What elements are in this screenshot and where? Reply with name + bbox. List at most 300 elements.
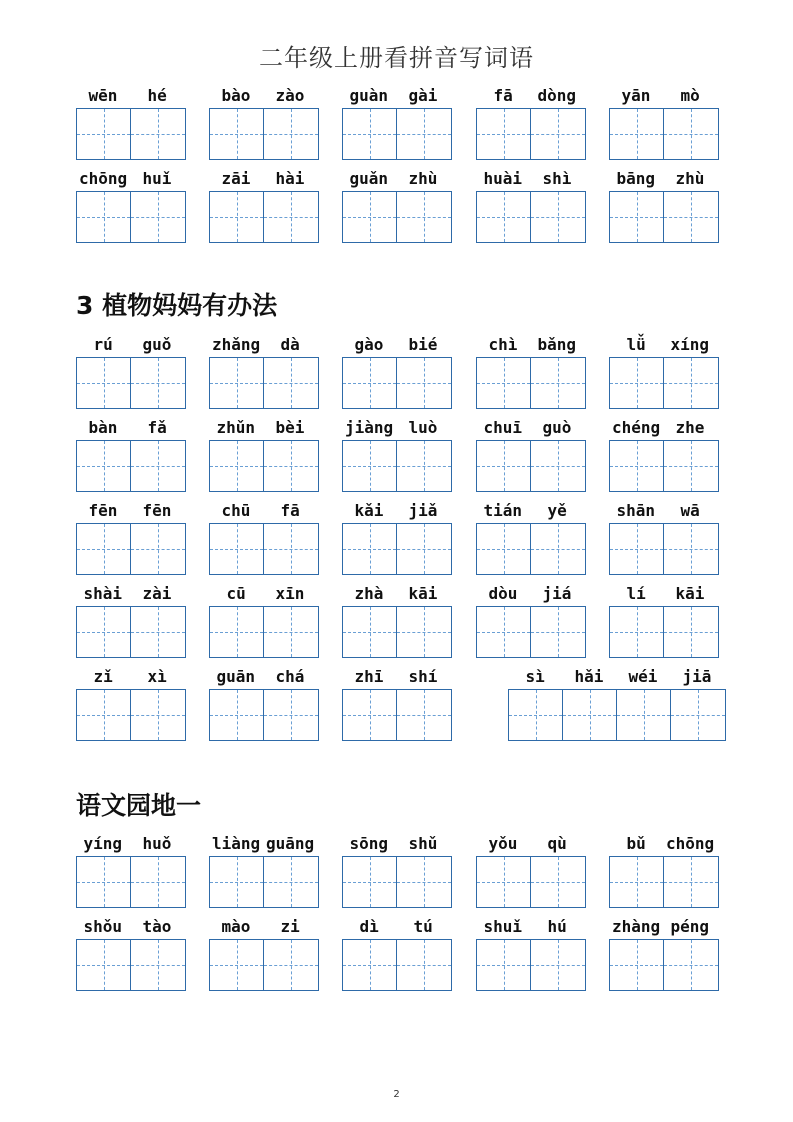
pinyin-syllable: dòu bbox=[488, 584, 518, 603]
word-item bbox=[342, 86, 450, 106]
word-item bbox=[342, 169, 450, 189]
pinyin-row bbox=[342, 584, 450, 604]
writing-cell[interactable] bbox=[77, 690, 131, 740]
writing-cell[interactable] bbox=[343, 857, 397, 907]
pinyin-syllable: fǎ bbox=[147, 418, 167, 437]
pinyin-syllable: zhī bbox=[354, 667, 384, 686]
pinyin-syllable: hài bbox=[275, 169, 305, 188]
pinyin-syllable: lǚ bbox=[626, 335, 646, 354]
word-item bbox=[209, 418, 317, 438]
writing-cell[interactable] bbox=[77, 607, 131, 657]
pinyin-row bbox=[209, 335, 317, 355]
pinyin-syllable: zhàng bbox=[612, 917, 661, 936]
word-item bbox=[609, 917, 717, 937]
pinyin-row bbox=[476, 169, 584, 189]
pinyin-syllable: bào bbox=[221, 86, 251, 105]
word-item bbox=[342, 335, 450, 355]
pinyin-syllable: dòng bbox=[537, 86, 577, 105]
pinyin-row bbox=[476, 584, 584, 604]
writing-cell[interactable] bbox=[264, 524, 318, 574]
pinyin-syllable: shí bbox=[408, 667, 438, 686]
pinyin-row bbox=[76, 335, 184, 355]
word-item bbox=[476, 86, 584, 106]
word-item bbox=[342, 501, 450, 521]
writing-cell[interactable] bbox=[210, 940, 264, 990]
tianzige-grid[interactable] bbox=[609, 939, 719, 991]
tianzige-grid[interactable] bbox=[609, 108, 719, 160]
tianzige-grid[interactable] bbox=[76, 606, 186, 658]
pinyin-syllable: tú bbox=[413, 917, 433, 936]
word-item bbox=[76, 86, 184, 106]
pinyin-syllable: bié bbox=[408, 335, 438, 354]
pinyin-syllable: dà bbox=[280, 335, 300, 354]
pinyin-row bbox=[476, 418, 584, 438]
writing-cell[interactable] bbox=[397, 857, 451, 907]
writing-cell[interactable] bbox=[131, 441, 185, 491]
writing-cell[interactable] bbox=[610, 607, 664, 657]
tianzige-grid[interactable] bbox=[76, 108, 186, 160]
writing-cell[interactable] bbox=[610, 109, 664, 159]
pinyin-syllable: mò bbox=[680, 86, 700, 105]
pinyin-row bbox=[76, 584, 184, 604]
writing-cell[interactable] bbox=[664, 109, 718, 159]
pinyin-syllable: chì bbox=[488, 335, 518, 354]
writing-cell[interactable] bbox=[664, 192, 718, 242]
writing-cell[interactable] bbox=[664, 441, 718, 491]
pinyin-syllable: dì bbox=[359, 917, 379, 936]
tianzige-grid[interactable] bbox=[476, 191, 586, 243]
word-item bbox=[76, 917, 184, 937]
pinyin-syllable: hé bbox=[147, 86, 167, 105]
word-item bbox=[209, 917, 317, 937]
pinyin-syllable: zhù bbox=[675, 169, 705, 188]
writing-cell[interactable] bbox=[397, 607, 451, 657]
pinyin-row bbox=[609, 418, 717, 438]
pinyin-row bbox=[342, 667, 450, 687]
writing-cell[interactable] bbox=[617, 690, 671, 740]
writing-cell[interactable] bbox=[210, 358, 264, 408]
pinyin-syllable: zāi bbox=[221, 169, 251, 188]
writing-cell[interactable] bbox=[610, 857, 664, 907]
pinyin-syllable: kāi bbox=[675, 584, 705, 603]
writing-cell[interactable] bbox=[131, 109, 185, 159]
word-item bbox=[342, 917, 450, 937]
writing-cell[interactable] bbox=[264, 441, 318, 491]
pinyin-syllable: luò bbox=[408, 418, 438, 437]
pinyin-row bbox=[609, 169, 717, 189]
writing-cell[interactable] bbox=[563, 690, 617, 740]
tianzige-grid[interactable] bbox=[609, 191, 719, 243]
tianzige-grid[interactable] bbox=[209, 357, 319, 409]
pinyin-syllable: xīn bbox=[275, 584, 305, 603]
pinyin-syllable: yān bbox=[621, 86, 651, 105]
pinyin-row bbox=[209, 834, 317, 854]
pinyin-syllable: zhe bbox=[675, 418, 705, 437]
writing-cell[interactable] bbox=[531, 358, 585, 408]
pinyin-syllable: mào bbox=[221, 917, 251, 936]
tianzige-grid[interactable] bbox=[609, 523, 719, 575]
pinyin-syllable: hǎi bbox=[574, 667, 604, 686]
pinyin-row bbox=[76, 501, 184, 521]
pinyin-syllable: jiǎ bbox=[408, 501, 438, 520]
tianzige-grid[interactable] bbox=[342, 606, 452, 658]
tianzige-grid[interactable] bbox=[76, 856, 186, 908]
tianzige-grid[interactable] bbox=[609, 606, 719, 658]
pinyin-syllable: lí bbox=[626, 584, 646, 603]
pinyin-syllable: shǔ bbox=[408, 834, 438, 853]
writing-cell[interactable] bbox=[343, 940, 397, 990]
page-title: 二年级上册看拼音写词语 bbox=[259, 44, 534, 72]
pinyin-row bbox=[209, 169, 317, 189]
word-item bbox=[76, 667, 184, 687]
writing-cell[interactable] bbox=[264, 109, 318, 159]
writing-cell[interactable] bbox=[343, 358, 397, 408]
writing-cell[interactable] bbox=[264, 857, 318, 907]
pinyin-row bbox=[76, 169, 184, 189]
pinyin-syllable: zài bbox=[142, 584, 172, 603]
writing-cell[interactable] bbox=[477, 358, 531, 408]
writing-cell[interactable] bbox=[477, 441, 531, 491]
writing-cell[interactable] bbox=[664, 607, 718, 657]
tianzige-grid[interactable] bbox=[76, 523, 186, 575]
pinyin-syllable: shuǐ bbox=[483, 917, 523, 936]
pinyin-row bbox=[609, 917, 717, 937]
tianzige-grid[interactable] bbox=[476, 108, 586, 160]
pinyin-syllable: sì bbox=[525, 667, 545, 686]
pinyin-syllable: sōng bbox=[349, 834, 389, 853]
writing-cell[interactable] bbox=[610, 441, 664, 491]
word-item bbox=[76, 584, 184, 604]
pinyin-syllable: yíng bbox=[83, 834, 123, 853]
tianzige-grid[interactable] bbox=[342, 939, 452, 991]
pinyin-syllable: fēn bbox=[88, 501, 118, 520]
word-item bbox=[609, 335, 717, 355]
writing-cell[interactable] bbox=[477, 857, 531, 907]
word-item bbox=[209, 169, 317, 189]
pinyin-syllable: huài bbox=[483, 169, 523, 188]
word-item bbox=[342, 584, 450, 604]
pinyin-syllable: chuī bbox=[483, 418, 523, 437]
pinyin-syllable: tián bbox=[483, 501, 523, 520]
writing-cell[interactable] bbox=[397, 690, 451, 740]
pinyin-syllable: guāng bbox=[266, 834, 315, 853]
pinyin-syllable: fā bbox=[280, 501, 300, 520]
pinyin-row bbox=[342, 86, 450, 106]
writing-cell[interactable] bbox=[509, 690, 563, 740]
pinyin-syllable: hú bbox=[547, 917, 567, 936]
pinyin-row bbox=[342, 169, 450, 189]
writing-cell[interactable] bbox=[210, 109, 264, 159]
pinyin-syllable: cū bbox=[226, 584, 246, 603]
writing-cell[interactable] bbox=[664, 857, 718, 907]
pinyin-syllable: zhǔn bbox=[216, 418, 256, 437]
writing-cell[interactable] bbox=[531, 109, 585, 159]
section-heading: 3 植物妈妈有办法 bbox=[76, 291, 278, 320]
tianzige-grid[interactable] bbox=[209, 108, 319, 160]
pinyin-syllable: zào bbox=[275, 86, 305, 105]
writing-cell[interactable] bbox=[264, 690, 318, 740]
pinyin-syllable: kǎi bbox=[354, 501, 384, 520]
pinyin-row bbox=[76, 86, 184, 106]
tianzige-grid[interactable] bbox=[209, 939, 319, 991]
writing-cell[interactable] bbox=[131, 857, 185, 907]
pinyin-row bbox=[76, 917, 184, 937]
word-item bbox=[476, 501, 584, 521]
pinyin-syllable: jiàng bbox=[345, 418, 394, 437]
word-item bbox=[609, 418, 717, 438]
pinyin-syllable: yě bbox=[547, 501, 567, 520]
writing-cell[interactable] bbox=[343, 524, 397, 574]
tianzige-grid[interactable] bbox=[476, 440, 586, 492]
word-item bbox=[209, 834, 317, 854]
pinyin-syllable: chá bbox=[275, 667, 305, 686]
word-item bbox=[209, 86, 317, 106]
pinyin-syllable: bèi bbox=[275, 418, 305, 437]
pinyin-syllable: wéi bbox=[628, 667, 658, 686]
writing-cell[interactable] bbox=[210, 690, 264, 740]
tianzige-grid[interactable] bbox=[76, 939, 186, 991]
pinyin-syllable: guò bbox=[542, 418, 572, 437]
tianzige-grid[interactable] bbox=[209, 191, 319, 243]
writing-cell[interactable] bbox=[343, 607, 397, 657]
writing-cell[interactable] bbox=[664, 940, 718, 990]
writing-cell[interactable] bbox=[77, 358, 131, 408]
writing-cell[interactable] bbox=[664, 524, 718, 574]
writing-cell[interactable] bbox=[131, 358, 185, 408]
pinyin-syllable: xì bbox=[147, 667, 167, 686]
pinyin-syllable: bǔ bbox=[626, 834, 646, 853]
tianzige-grid[interactable] bbox=[508, 689, 726, 741]
tianzige-grid[interactable] bbox=[342, 856, 452, 908]
pinyin-row bbox=[609, 834, 717, 854]
pinyin-syllable: chōng bbox=[79, 169, 128, 188]
pinyin-syllable: zhǎng bbox=[212, 335, 261, 354]
word-item bbox=[76, 418, 184, 438]
word-item bbox=[609, 86, 717, 106]
writing-cell[interactable] bbox=[477, 607, 531, 657]
writing-cell[interactable] bbox=[477, 524, 531, 574]
pinyin-syllable: bāng bbox=[616, 169, 656, 188]
pinyin-row bbox=[76, 834, 184, 854]
writing-cell[interactable] bbox=[77, 940, 131, 990]
word-item bbox=[76, 335, 184, 355]
writing-cell[interactable] bbox=[210, 524, 264, 574]
writing-cell[interactable] bbox=[477, 940, 531, 990]
writing-cell[interactable] bbox=[77, 441, 131, 491]
writing-cell[interactable] bbox=[131, 607, 185, 657]
tianzige-grid[interactable] bbox=[342, 108, 452, 160]
pinyin-row bbox=[76, 667, 184, 687]
tianzige-grid[interactable] bbox=[609, 357, 719, 409]
pinyin-row bbox=[342, 335, 450, 355]
pinyin-syllable: liàng bbox=[212, 834, 261, 853]
pinyin-syllable: huǐ bbox=[142, 169, 172, 188]
writing-cell[interactable] bbox=[264, 940, 318, 990]
pinyin-row bbox=[209, 86, 317, 106]
writing-cell[interactable] bbox=[77, 192, 131, 242]
pinyin-syllable: zhà bbox=[354, 584, 384, 603]
tianzige-grid[interactable] bbox=[209, 689, 319, 741]
writing-cell[interactable] bbox=[531, 524, 585, 574]
pinyin-syllable: guān bbox=[216, 667, 256, 686]
tianzige-grid[interactable] bbox=[76, 689, 186, 741]
pinyin-syllable: bàn bbox=[88, 418, 118, 437]
tianzige-grid[interactable] bbox=[342, 523, 452, 575]
tianzige-grid[interactable] bbox=[76, 191, 186, 243]
tianzige-grid[interactable] bbox=[342, 689, 452, 741]
pinyin-syllable: shì bbox=[542, 169, 572, 188]
word-item bbox=[209, 584, 317, 604]
tianzige-grid[interactable] bbox=[476, 939, 586, 991]
tianzige-grid[interactable] bbox=[76, 357, 186, 409]
pinyin-syllable: guàn bbox=[349, 86, 389, 105]
pinyin-syllable: tào bbox=[142, 917, 172, 936]
word-item bbox=[476, 169, 584, 189]
pinyin-row bbox=[476, 501, 584, 521]
pinyin-row bbox=[342, 501, 450, 521]
page-number: 2 bbox=[393, 1089, 400, 1100]
writing-cell[interactable] bbox=[610, 524, 664, 574]
word-item bbox=[476, 584, 584, 604]
writing-cell[interactable] bbox=[131, 524, 185, 574]
pinyin-row bbox=[209, 501, 317, 521]
writing-cell[interactable] bbox=[264, 607, 318, 657]
pinyin-syllable: gài bbox=[408, 86, 438, 105]
pinyin-row bbox=[76, 418, 184, 438]
pinyin-syllable: qù bbox=[547, 834, 567, 853]
pinyin-row bbox=[609, 86, 717, 106]
writing-cell[interactable] bbox=[664, 358, 718, 408]
pinyin-row bbox=[508, 667, 724, 687]
writing-cell[interactable] bbox=[531, 607, 585, 657]
writing-cell[interactable] bbox=[610, 940, 664, 990]
word-item bbox=[508, 667, 724, 687]
writing-cell[interactable] bbox=[531, 857, 585, 907]
writing-cell[interactable] bbox=[343, 109, 397, 159]
tianzige-grid[interactable] bbox=[342, 440, 452, 492]
word-item bbox=[476, 917, 584, 937]
pinyin-syllable: shǒu bbox=[83, 917, 123, 936]
writing-cell[interactable] bbox=[264, 358, 318, 408]
word-item bbox=[76, 834, 184, 854]
writing-cell[interactable] bbox=[397, 524, 451, 574]
pinyin-syllable: zǐ bbox=[93, 667, 113, 686]
pinyin-syllable: wēn bbox=[88, 86, 118, 105]
writing-cell[interactable] bbox=[210, 607, 264, 657]
tianzige-grid[interactable] bbox=[342, 357, 452, 409]
writing-cell[interactable] bbox=[671, 690, 725, 740]
word-item bbox=[209, 501, 317, 521]
pinyin-row bbox=[209, 584, 317, 604]
tianzige-grid[interactable] bbox=[476, 606, 586, 658]
word-item bbox=[609, 834, 717, 854]
writing-cell[interactable] bbox=[343, 441, 397, 491]
tianzige-grid[interactable] bbox=[609, 440, 719, 492]
word-item bbox=[209, 667, 317, 687]
pinyin-syllable: bǎng bbox=[537, 335, 577, 354]
writing-cell[interactable] bbox=[77, 524, 131, 574]
pinyin-syllable: fā bbox=[493, 86, 513, 105]
pinyin-row bbox=[476, 86, 584, 106]
pinyin-row bbox=[209, 418, 317, 438]
tianzige-grid[interactable] bbox=[476, 523, 586, 575]
writing-cell[interactable] bbox=[210, 192, 264, 242]
pinyin-row bbox=[609, 501, 717, 521]
word-item bbox=[209, 335, 317, 355]
pinyin-row bbox=[609, 335, 717, 355]
writing-cell[interactable] bbox=[210, 441, 264, 491]
tianzige-grid[interactable] bbox=[209, 440, 319, 492]
tianzige-grid[interactable] bbox=[476, 856, 586, 908]
pinyin-syllable: gào bbox=[354, 335, 384, 354]
word-item bbox=[609, 501, 717, 521]
tianzige-grid[interactable] bbox=[209, 856, 319, 908]
writing-cell[interactable] bbox=[343, 192, 397, 242]
writing-cell[interactable] bbox=[397, 441, 451, 491]
writing-cell[interactable] bbox=[531, 192, 585, 242]
writing-cell[interactable] bbox=[610, 358, 664, 408]
writing-cell[interactable] bbox=[397, 940, 451, 990]
tianzige-grid[interactable] bbox=[609, 856, 719, 908]
writing-cell[interactable] bbox=[210, 857, 264, 907]
tianzige-grid[interactable] bbox=[76, 440, 186, 492]
writing-cell[interactable] bbox=[131, 192, 185, 242]
writing-cell[interactable] bbox=[477, 192, 531, 242]
pinyin-row bbox=[209, 667, 317, 687]
pinyin-row bbox=[476, 834, 584, 854]
writing-cell[interactable] bbox=[77, 109, 131, 159]
writing-cell[interactable] bbox=[397, 109, 451, 159]
writing-cell[interactable] bbox=[531, 441, 585, 491]
pinyin-row bbox=[342, 418, 450, 438]
tianzige-grid[interactable] bbox=[209, 523, 319, 575]
word-item bbox=[342, 667, 450, 687]
word-item bbox=[342, 418, 450, 438]
pinyin-row bbox=[476, 917, 584, 937]
pinyin-syllable: huǒ bbox=[142, 834, 172, 853]
writing-cell[interactable] bbox=[264, 192, 318, 242]
pinyin-row bbox=[342, 834, 450, 854]
tianzige-grid[interactable] bbox=[476, 357, 586, 409]
section-heading: 语文园地一 bbox=[76, 791, 202, 820]
writing-cell[interactable] bbox=[77, 857, 131, 907]
writing-cell[interactable] bbox=[397, 358, 451, 408]
word-item bbox=[476, 418, 584, 438]
writing-cell[interactable] bbox=[397, 192, 451, 242]
pinyin-syllable: jiá bbox=[542, 584, 572, 603]
word-item bbox=[76, 501, 184, 521]
pinyin-syllable: yǒu bbox=[488, 834, 518, 853]
writing-cell[interactable] bbox=[610, 192, 664, 242]
writing-cell[interactable] bbox=[531, 940, 585, 990]
word-item bbox=[342, 834, 450, 854]
pinyin-syllable: shān bbox=[616, 501, 656, 520]
writing-cell[interactable] bbox=[477, 109, 531, 159]
pinyin-syllable: wā bbox=[680, 501, 700, 520]
word-item bbox=[609, 169, 717, 189]
pinyin-syllable: xíng bbox=[670, 335, 710, 354]
tianzige-grid[interactable] bbox=[209, 606, 319, 658]
pinyin-syllable: zi bbox=[280, 917, 300, 936]
writing-cell[interactable] bbox=[131, 940, 185, 990]
pinyin-syllable: guǒ bbox=[142, 335, 172, 354]
writing-cell[interactable] bbox=[343, 690, 397, 740]
pinyin-syllable: fēn bbox=[142, 501, 172, 520]
tianzige-grid[interactable] bbox=[342, 191, 452, 243]
pinyin-row bbox=[209, 917, 317, 937]
writing-cell[interactable] bbox=[131, 690, 185, 740]
word-item bbox=[609, 584, 717, 604]
